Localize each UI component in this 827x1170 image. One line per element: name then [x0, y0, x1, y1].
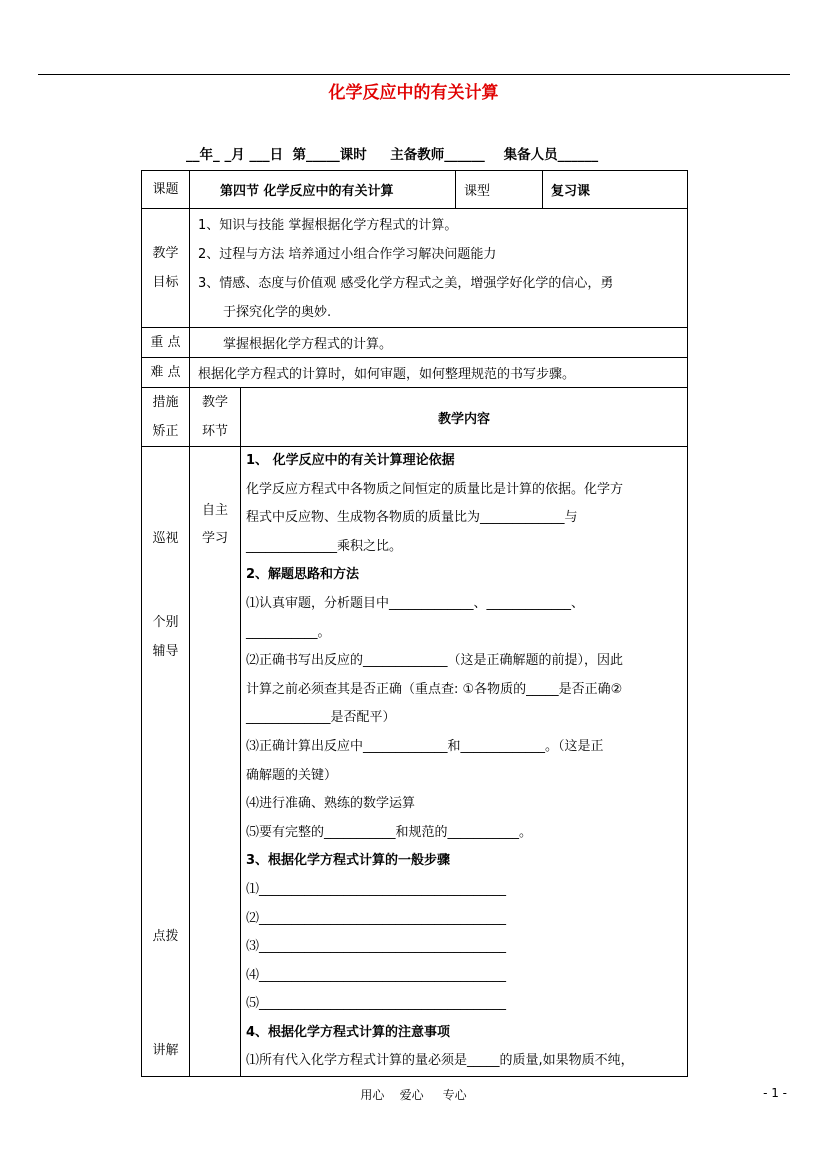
text-line: _____________是否配平）	[246, 710, 396, 726]
measures-column	[142, 447, 190, 1077]
measures-header	[142, 388, 190, 447]
topic-value: 第四节 化学反应中的有关计算	[190, 171, 456, 209]
label-jiangjie: 讲解	[152, 1043, 179, 1058]
key-point-text: 掌握根据化学方程式的计算。	[190, 328, 688, 358]
text-line: ⑴认真审题，分析题目中_____________、_____________、	[246, 595, 585, 611]
objective-item: 3、情感、态度与价值观 感受化学方程式之美，增强学好化学的信心，勇	[198, 276, 614, 291]
label-gebie: 个别	[152, 615, 179, 630]
page-footer: 用心 爱心 专心	[360, 1088, 467, 1102]
text-line: ⑶正确计算出反应中_____________和_____________。（这是正	[246, 738, 604, 754]
label-xunshi: 巡视	[152, 531, 179, 546]
section-4-title: 4、根据化学方程式计算的注意事项	[246, 1024, 451, 1040]
key-point-row	[142, 328, 688, 358]
lesson-plan-table	[141, 170, 688, 1077]
text-line: ______________乘积之比。	[246, 538, 403, 554]
objective-item: 1、知识与技能 掌握根据化学方程式的计算。	[198, 218, 458, 233]
difficulty-text: 根据化学方程式的计算时，如何审题，如何整理规范的书写步骤。	[190, 358, 688, 388]
objective-item: 2、过程与方法 培养通过小组合作学习解决问题能力	[198, 247, 497, 262]
page-title: 化学反应中的有关计算	[328, 83, 499, 103]
text-line: ⑴所有代入化学方程式计算的量必须是_____的质量,如果物质不纯，	[246, 1053, 634, 1069]
section-1-title: 1、 化学反应中的有关计算理论依据	[246, 453, 455, 468]
objectives-row	[142, 209, 688, 328]
text-line: 确解题的关键）	[246, 767, 338, 783]
text-line: 计算之前必须查其是否正确（重点查: ①各物质的_____是否正确②	[246, 681, 623, 697]
step-line: ⑷______________________________________	[246, 967, 506, 983]
objectives-content	[190, 209, 688, 328]
text-line: 化学反应方程式中各物质之间恒定的质量比是计算的依据。化学方	[246, 481, 624, 497]
stage-xuexi: 学习	[201, 531, 228, 546]
difficulty-row	[142, 358, 688, 388]
section-3-title: 3、根据化学方程式计算的一般步骤	[246, 853, 451, 869]
key-point-label: 重 点	[142, 328, 190, 358]
measures-header-1: 措施	[152, 395, 179, 410]
lesson-info-line: __年_ _月 ___日 第_____课时 主备教师______ 集备人员______	[186, 147, 599, 163]
objective-item: 于探究化学的奥妙.	[223, 305, 332, 320]
content-column	[241, 447, 688, 1077]
objectives-label-1: 教学	[152, 246, 179, 261]
page-number: - 1 -	[763, 1086, 787, 1100]
label-dianbo: 点拨	[152, 929, 179, 944]
text-line: ⑵正确书写出反应的_____________（这是正确解题的前提），因此	[246, 653, 624, 669]
text-line: 程式中反应物、生成物各物质的质量比为_____________与	[246, 510, 578, 526]
type-value: 复习课	[543, 171, 688, 209]
content-header-row	[142, 388, 688, 447]
text-line: ⑸要有完整的___________和规范的___________。	[246, 824, 533, 840]
stage-header-2: 环节	[201, 424, 228, 439]
difficulty-label: 难 点	[142, 358, 190, 388]
step-line: ⑸______________________________________	[246, 996, 506, 1012]
step-line: ⑴______________________________________	[246, 881, 506, 897]
objectives-label-2: 目标	[152, 275, 179, 290]
topic-label: 课题	[142, 171, 190, 209]
stage-header	[190, 388, 241, 447]
stage-zizhu: 自主	[201, 503, 228, 518]
content-header: 教学内容	[241, 388, 688, 447]
objectives-label	[142, 209, 190, 328]
content-row	[142, 447, 688, 1077]
section-2-title: 2、解题思路和方法	[246, 567, 360, 583]
text-line: ⑷进行准确、熟练的数学运算	[246, 796, 416, 812]
measures-header-2: 矫正	[152, 424, 179, 439]
stage-header-1: 教学	[201, 395, 228, 410]
header-rule	[38, 74, 790, 75]
step-line: ⑶______________________________________	[246, 939, 506, 955]
stage-column	[190, 447, 241, 1077]
type-label: 课型	[456, 171, 543, 209]
step-line: ⑵______________________________________	[246, 910, 506, 926]
topic-row	[142, 171, 688, 209]
label-fudao: 辅导	[152, 644, 179, 659]
text-line: ___________。	[246, 624, 331, 640]
